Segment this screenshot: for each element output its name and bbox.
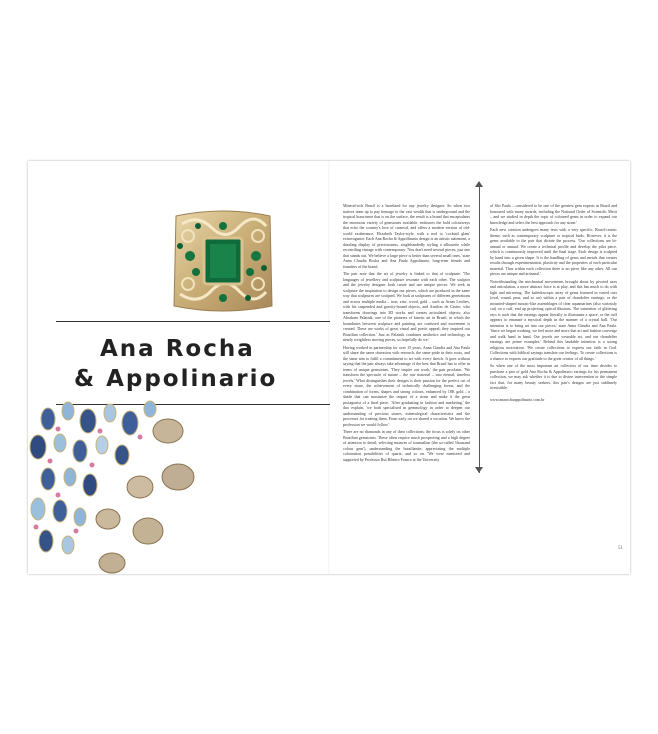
- article-column-1: [343, 203, 470, 573]
- paragraph: So when one of the most important art collectors of our time decides to purchase a pair of gold Ana Rocha & Appolinario earrings for his permanent collection, we may ask whether it is due to divine intervention or the simple fact that, for many beauty seekers, this pair's designs are just sublimely irresistible.: [490, 363, 617, 390]
- paragraph: Having worked in partnership for over 15 years, Anna Claudia and Ana Paula still share the same obsession with research, the same pride in their roots, and the same aim to fulfil a commitment to art with every sketch. It goes without saying that the pair always take advantage of the best that Brazil has to offer in terms of unique gemstones. 'They inspire our work,' the pair proclaim. 'We transform the spectacle of nature – the raw material – into eternal, timeless jewels.' What distinguishes their designs is their passion for the perfect cut of every stone, the achievement of technically challenging forms, and the combination of forms, shapes and strong colours, enhanced by 18K gold – a shade that can maximize the impact of a stone and make it the great protagonist of a final piece. 'After graduating in fashion and marketing,' the duo explain, 'we both specialised in gemmology in order to deepen our understanding of precious stones, mineralogical characteristics and the processes for treating them. From early on we shared a vocation. We knew the profession we would follow.': [343, 344, 470, 427]
- paragraph: Mineral-rich Brazil is a heartland for any jewelry designer. So when two natives team up to pay homage to the vast wealth that is underground and the tropical luxuriance that is on the surface, the result is a brand that encapsulates the enormous variety of gemstones available, embraces the bold colourways that echo the country's love of carnival, and offers a modern version of old-world exuberance, Elizabeth Taylor-style, with a nod to 'cocktail glam' extravagance. Each Ana Rocha & Appollinario design is an artistic statement, a dazzling display of preciousness, singlehandedly styling a silhouette while reconciling vintage with contemporary. 'You don't need several pieces; just one that stands out. We believe a large piece is better than several small ones,' state Anna Claudia Rocha and Ana Paula Appolinario, long-term friends and founders of the brand.: [343, 203, 470, 269]
- gemstone-necklace-image: [28, 399, 218, 574]
- paragraph: Notwithstanding the mechanical movements brought about by pivoted axes and articulation, a more abstract force is at play, and this has much to do with light and mirroring. The kaleidoscopic array of gems featured in varied cuts (oval, round, pear, and so on) within a pair of chandelier earrings, or the mounted-shaped mosaic-like assemblages of clear aquamarines (also variously cut) on a cuff, end up projecting optical illusions. The saturation of glittering rays is such that the earrings appear literally to illuminate a space, or the cuff appears to emanate a mystical depth in the manner of a crystal ball. 'Our intention is to bring art into our pieces,' state Anna Claudia and Ana Paula. 'Since we began working, we feel more and more that art and fashion converge and walk hand in hand. Our jewels are wearable art, and our chandelier earrings are prime examples.' Behind this laudable intention is a strong religious motivation. 'We create collections to express our faith in God. Collections with biblical sayings translate our feelings. To create collections is a chance to express our gratitude to the great creator of all things.': [490, 278, 617, 361]
- paragraph: Each new creation undergoes many tests with a very specific, Brazil-centric theme, such as contemporary sculpture or tropical birds. However, it is the gems available to the pair that dictate the process. 'Our collections are bi-annual or annual. We create a technical profile and develop the pilot piece, which is continuously improved until the final stage. Each design is sculpted by hand into a given shape. It is the handling of gems and metals that creates results through experimentation, plasticity and the properties of each particular material. Thus within each collection there is no piece like any other. All our pieces are unique and artisanal.': [490, 227, 617, 276]
- title-top-rule: [56, 321, 330, 322]
- page-number: 51: [618, 546, 623, 551]
- magazine-spread: [28, 161, 630, 574]
- article-column-2: [490, 203, 617, 453]
- column-divider: [479, 183, 480, 473]
- paragraph: The pair note that the art of jewelry is linked to that of sculpture. 'The languages of jewellery and sculpture resonate with each other. The sculptor and the jewelry designer both create and use unique pieces. We seek in sculpture the inspiration to design our pieces, which are produced in the same way that sculptures are sculpted. We look at sculptures of different generations and across multiple media – iron, zinc, wood, gold – such as Arnas Letchev, with his suspended and gravity-bound objects, and Amilcar de Castro, who transforms drawings into 3D works and creates articulated objects; also Abraham Palatnik, one of the pioneers of kinetic art in Brazil, in which the boundaries between sculpture and painting are confused and movement is created. These are works of great visual and poetic appeal; they inspired our Brazilian collection.' Just as Palatnik combines aesthetics and technology in nearly weightless moving pieces, so hopefully do we.': [343, 271, 470, 342]
- article-title-line-2: & Appolinario: [74, 366, 278, 392]
- paragraph: of São Paulo – considered to be one of the greatest gem experts in Brazil and honoured with many awards, including the National Order of Scientific Merit – and we studied in depth the topic of coloured gems in order to expand our knowledge and select the best approach for any stone.': [490, 203, 617, 225]
- arrow-down-icon: [475, 467, 483, 473]
- paragraph: There are no diamonds in any of their collections; the focus is solely on other Brazilian gemstones. These often require much prospecting and a high degree of attention to detail: selecting nuances of tourmaline (the so-called 'thousand colour gem'), understanding the brazilianite, appreciating the multiple colouration possibilities of quartz, and so on. 'We were mentored and supported by Professor Rui Ribeiro Franco at the University: [343, 429, 470, 462]
- page-gutter: [328, 161, 330, 574]
- emerald-cuff-image: [168, 206, 278, 318]
- article-title-line-1: Ana Rocha: [100, 336, 255, 362]
- website-link[interactable]: www.anarochaappolinario.com.br: [490, 396, 545, 402]
